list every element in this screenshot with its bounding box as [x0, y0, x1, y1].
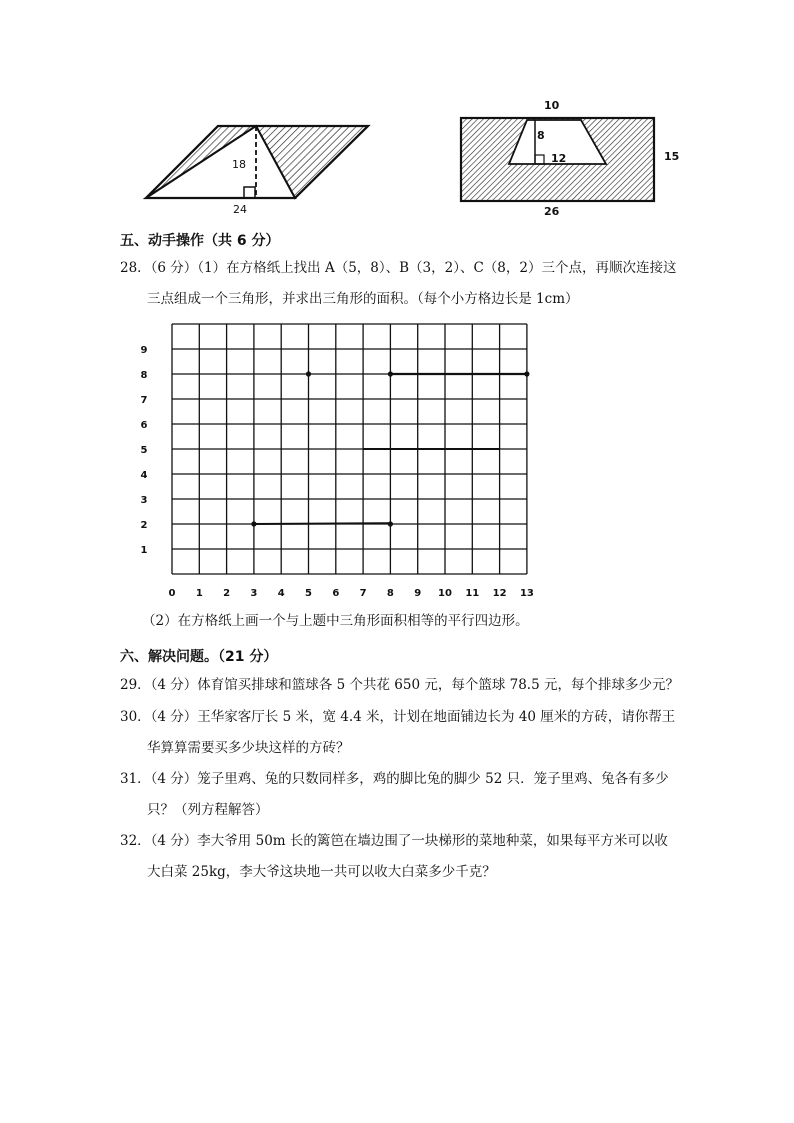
q32-line1: 32．（4 分）李大爷用 50m 长的篱笆在墙边围了一块梯形的菜地种菜，如果每平方米可以收: [120, 833, 668, 849]
x-tick-label: 0: [168, 588, 176, 599]
q30-line2: 华算算需要买多少块这样的方砖？: [147, 740, 350, 756]
q28-line1: 28．（6 分）（1）在方格纸上找出 A（5，8）、B（3，2）、C（8，2）三个点，再顺次连接这: [120, 260, 677, 276]
q31-line2: 只？（列方程解答）: [147, 802, 269, 818]
x-tick-label: 11: [465, 588, 480, 599]
y-tick-label: 1: [140, 545, 148, 556]
rect-bottom-label: 26: [544, 205, 560, 218]
rect-side-label: 15: [664, 150, 680, 163]
grid-point: [251, 521, 256, 526]
q32-line2: 大白菜 25kg，李大爷这块地一共可以收大白菜多少千克？: [147, 864, 496, 880]
trap-bottom-label: 12: [551, 152, 567, 165]
y-tick-label: 8: [140, 370, 148, 381]
rect-top-label: 10: [544, 99, 560, 112]
q28-part2: （2）在方格纸上画一个与上题中三角形面积相等的平行四边形。: [142, 613, 529, 629]
x-tick-label: 8: [386, 588, 394, 599]
y-tick-label: 7: [140, 395, 148, 406]
x-tick-label: 3: [250, 588, 258, 599]
grid-point: [388, 521, 393, 526]
y-tick-label: 4: [140, 470, 148, 481]
y-tick-label: 6: [140, 420, 148, 431]
q31-line1: 31．（4 分）笼子里鸡、兔的只数同样多，鸡的脚比兔的脚少 52 只．笼子里鸡、兔各有多少: [120, 771, 669, 787]
y-tick-label: 2: [140, 520, 148, 531]
x-tick-label: 1: [195, 588, 203, 599]
parallelogram-base-label: 24: [233, 203, 247, 216]
x-tick-label: 7: [359, 588, 367, 599]
y-tick-label: 9: [140, 345, 148, 356]
section6-title: 六、解决问题。（21 分）: [120, 649, 278, 665]
x-tick-label: 6: [332, 588, 340, 599]
q28-line2: 三点组成一个三角形，并求出三角形的面积。（每个小方格边长是 1cm）: [147, 291, 579, 307]
q29: 29．（4 分）体育馆买排球和篮球各 5 个共花 650 元，每个篮球 78.5 元，每个排球多少元？: [120, 677, 679, 693]
section5-title: 五、动手操作（共 6 分）: [120, 233, 280, 249]
x-tick-label: 2: [223, 588, 231, 599]
y-tick-label: 5: [140, 445, 148, 456]
parallelogram-figure: [138, 118, 378, 222]
x-tick-label: 13: [519, 588, 534, 599]
x-tick-label: 9: [414, 588, 422, 599]
x-tick-label: 12: [492, 588, 507, 599]
grid-point: [388, 371, 393, 376]
parallelogram-height-label: 18: [232, 158, 246, 171]
trap-height-label: 8: [537, 129, 545, 142]
y-tick-label: 3: [140, 495, 148, 506]
drawn-segment: [254, 523, 391, 524]
x-tick-label: 4: [277, 588, 285, 599]
coordinate-grid: [120, 318, 550, 608]
x-tick-label: 5: [305, 588, 312, 599]
x-tick-label: 10: [438, 588, 452, 599]
q30-line1: 30．（4 分）王华家客厅长 5 米，宽 4.4 米，计划在地面铺边长为 40 厘米的方砖，请你帮王: [120, 709, 676, 725]
grid-point: [306, 371, 311, 376]
grid-point: [524, 371, 529, 376]
